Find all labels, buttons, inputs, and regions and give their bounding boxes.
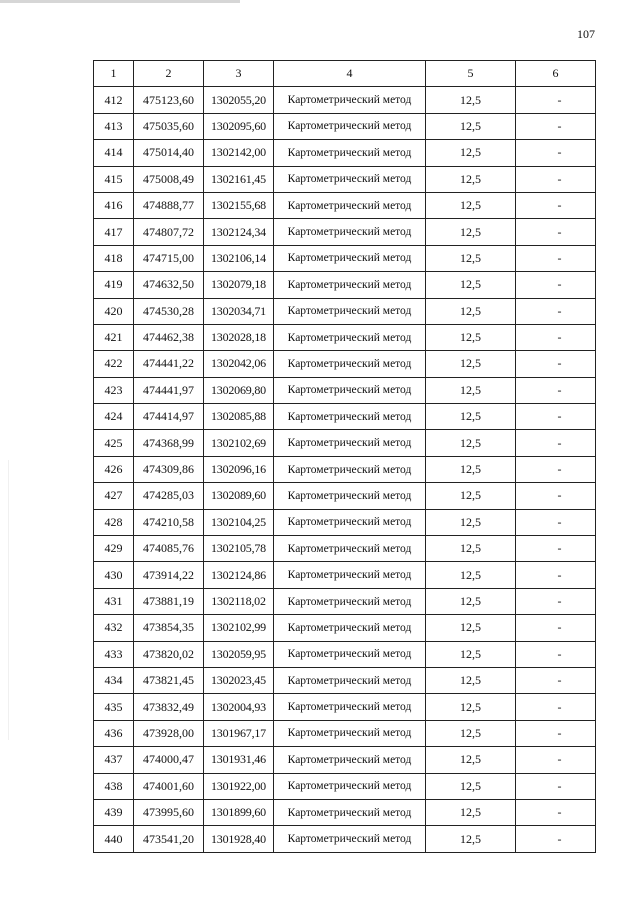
point-number-cell: 433 [94, 641, 134, 667]
x-coordinate-cell: 474441,22 [134, 351, 204, 377]
y-coordinate-cell: 1302118,02 [204, 588, 274, 614]
table-row [94, 588, 596, 614]
note-cell: - [516, 509, 596, 535]
note-cell: - [516, 562, 596, 588]
accuracy-cell: 12,5 [426, 588, 516, 614]
y-coordinate-cell: 1301931,46 [204, 747, 274, 773]
note-cell: - [516, 219, 596, 245]
method-cell: Картометрический метод [274, 87, 426, 113]
table-row [94, 272, 596, 298]
header-row [94, 61, 596, 87]
point-number-cell: 434 [94, 667, 134, 693]
y-coordinate-cell: 1302105,78 [204, 536, 274, 562]
table-row [94, 351, 596, 377]
method-cell: Картометрический метод [274, 140, 426, 166]
point-number-cell: 421 [94, 324, 134, 350]
point-number-cell: 440 [94, 826, 134, 852]
header-col-6: 6 [516, 61, 596, 87]
note-cell: - [516, 456, 596, 482]
x-coordinate-cell: 474309,86 [134, 456, 204, 482]
point-number-cell: 419 [94, 272, 134, 298]
table-row [94, 404, 596, 430]
table-row [94, 667, 596, 693]
accuracy-cell: 12,5 [426, 667, 516, 693]
point-number-cell: 414 [94, 140, 134, 166]
method-cell: Картометрический метод [274, 351, 426, 377]
y-coordinate-cell: 1301899,60 [204, 799, 274, 825]
x-coordinate-cell: 474807,72 [134, 219, 204, 245]
point-number-cell: 422 [94, 351, 134, 377]
note-cell: - [516, 245, 596, 271]
x-coordinate-cell: 474085,76 [134, 536, 204, 562]
table-row [94, 562, 596, 588]
table-row [94, 615, 596, 641]
table-row [94, 641, 596, 667]
accuracy-cell: 12,5 [426, 430, 516, 456]
accuracy-cell: 12,5 [426, 351, 516, 377]
y-coordinate-cell: 1302028,18 [204, 324, 274, 350]
note-cell: - [516, 588, 596, 614]
accuracy-cell: 12,5 [426, 324, 516, 350]
y-coordinate-cell: 1302096,16 [204, 456, 274, 482]
table-row [94, 324, 596, 350]
note-cell: - [516, 166, 596, 192]
note-cell: - [516, 140, 596, 166]
note-cell: - [516, 720, 596, 746]
y-coordinate-cell: 1302095,60 [204, 113, 274, 139]
method-cell: Картометрический метод [274, 272, 426, 298]
note-cell: - [516, 641, 596, 667]
accuracy-cell: 12,5 [426, 773, 516, 799]
accuracy-cell: 12,5 [426, 483, 516, 509]
point-number-cell: 436 [94, 720, 134, 746]
accuracy-cell: 12,5 [426, 747, 516, 773]
y-coordinate-cell: 1302124,86 [204, 562, 274, 588]
y-coordinate-cell: 1302059,95 [204, 641, 274, 667]
x-coordinate-cell: 473541,20 [134, 826, 204, 852]
accuracy-cell: 12,5 [426, 272, 516, 298]
method-cell: Картометрический метод [274, 113, 426, 139]
y-coordinate-cell: 1302155,68 [204, 192, 274, 218]
y-coordinate-cell: 1302085,88 [204, 404, 274, 430]
method-cell: Картометрический метод [274, 641, 426, 667]
method-cell: Картометрический метод [274, 166, 426, 192]
accuracy-cell: 12,5 [426, 536, 516, 562]
method-cell: Картометрический метод [274, 799, 426, 825]
header-col-4: 4 [274, 61, 426, 87]
point-number-cell: 427 [94, 483, 134, 509]
method-cell: Картометрический метод [274, 773, 426, 799]
point-number-cell: 425 [94, 430, 134, 456]
note-cell: - [516, 483, 596, 509]
table-row [94, 773, 596, 799]
method-cell: Картометрический метод [274, 562, 426, 588]
point-number-cell: 429 [94, 536, 134, 562]
table-row [94, 509, 596, 535]
table-row [94, 192, 596, 218]
table-row [94, 799, 596, 825]
accuracy-cell: 12,5 [426, 298, 516, 324]
y-coordinate-cell: 1302055,20 [204, 87, 274, 113]
point-number-cell: 432 [94, 615, 134, 641]
coordinates-table [93, 60, 596, 853]
x-coordinate-cell: 473820,02 [134, 641, 204, 667]
accuracy-cell: 12,5 [426, 720, 516, 746]
header-col-5: 5 [426, 61, 516, 87]
y-coordinate-cell: 1301967,17 [204, 720, 274, 746]
x-coordinate-cell: 474632,50 [134, 272, 204, 298]
point-number-cell: 423 [94, 377, 134, 403]
point-number-cell: 416 [94, 192, 134, 218]
method-cell: Картометрический метод [274, 720, 426, 746]
note-cell: - [516, 404, 596, 430]
accuracy-cell: 12,5 [426, 192, 516, 218]
accuracy-cell: 12,5 [426, 615, 516, 641]
x-coordinate-cell: 475123,60 [134, 87, 204, 113]
point-number-cell: 424 [94, 404, 134, 430]
x-coordinate-cell: 474001,60 [134, 773, 204, 799]
note-cell: - [516, 667, 596, 693]
point-number-cell: 437 [94, 747, 134, 773]
method-cell: Картометрический метод [274, 509, 426, 535]
method-cell: Картометрический метод [274, 483, 426, 509]
accuracy-cell: 12,5 [426, 641, 516, 667]
y-coordinate-cell: 1302142,00 [204, 140, 274, 166]
note-cell: - [516, 773, 596, 799]
accuracy-cell: 12,5 [426, 562, 516, 588]
table-row [94, 377, 596, 403]
header-col-2: 2 [134, 61, 204, 87]
note-cell: - [516, 298, 596, 324]
y-coordinate-cell: 1302079,18 [204, 272, 274, 298]
x-coordinate-cell: 475014,40 [134, 140, 204, 166]
y-coordinate-cell: 1302102,99 [204, 615, 274, 641]
table-row [94, 140, 596, 166]
note-cell: - [516, 536, 596, 562]
point-number-cell: 413 [94, 113, 134, 139]
y-coordinate-cell: 1302104,25 [204, 509, 274, 535]
accuracy-cell: 12,5 [426, 140, 516, 166]
x-coordinate-cell: 474530,28 [134, 298, 204, 324]
header-col-3: 3 [204, 61, 274, 87]
point-number-cell: 435 [94, 694, 134, 720]
note-cell: - [516, 430, 596, 456]
method-cell: Картометрический метод [274, 615, 426, 641]
method-cell: Картометрический метод [274, 298, 426, 324]
x-coordinate-cell: 474285,03 [134, 483, 204, 509]
y-coordinate-cell: 1302042,06 [204, 351, 274, 377]
table-row [94, 456, 596, 482]
point-number-cell: 415 [94, 166, 134, 192]
method-cell: Картометрический метод [274, 694, 426, 720]
table-row [94, 720, 596, 746]
table-row [94, 694, 596, 720]
y-coordinate-cell: 1302124,34 [204, 219, 274, 245]
accuracy-cell: 12,5 [426, 377, 516, 403]
x-coordinate-cell: 474000,47 [134, 747, 204, 773]
y-coordinate-cell: 1301922,00 [204, 773, 274, 799]
accuracy-cell: 12,5 [426, 456, 516, 482]
header-col-1: 1 [94, 61, 134, 87]
x-coordinate-cell: 473854,35 [134, 615, 204, 641]
x-coordinate-cell: 473821,45 [134, 667, 204, 693]
x-coordinate-cell: 474888,77 [134, 192, 204, 218]
note-cell: - [516, 694, 596, 720]
accuracy-cell: 12,5 [426, 799, 516, 825]
method-cell: Картометрический метод [274, 377, 426, 403]
note-cell: - [516, 799, 596, 825]
table-row [94, 483, 596, 509]
x-coordinate-cell: 475008,49 [134, 166, 204, 192]
accuracy-cell: 12,5 [426, 113, 516, 139]
table-row [94, 536, 596, 562]
top-rule [0, 0, 240, 3]
method-cell: Картометрический метод [274, 747, 426, 773]
x-coordinate-cell: 475035,60 [134, 113, 204, 139]
accuracy-cell: 12,5 [426, 166, 516, 192]
point-number-cell: 438 [94, 773, 134, 799]
method-cell: Картометрический метод [274, 245, 426, 271]
note-cell: - [516, 113, 596, 139]
note-cell: - [516, 747, 596, 773]
method-cell: Картометрический метод [274, 192, 426, 218]
x-coordinate-cell: 473995,60 [134, 799, 204, 825]
note-cell: - [516, 324, 596, 350]
accuracy-cell: 12,5 [426, 219, 516, 245]
method-cell: Картометрический метод [274, 404, 426, 430]
table-row [94, 113, 596, 139]
y-coordinate-cell: 1302023,45 [204, 667, 274, 693]
note-cell: - [516, 87, 596, 113]
method-cell: Картометрический метод [274, 667, 426, 693]
point-number-cell: 428 [94, 509, 134, 535]
note-cell: - [516, 351, 596, 377]
accuracy-cell: 12,5 [426, 509, 516, 535]
note-cell: - [516, 826, 596, 852]
method-cell: Картометрический метод [274, 456, 426, 482]
table-body [94, 87, 596, 852]
table-row [94, 87, 596, 113]
point-number-cell: 417 [94, 219, 134, 245]
x-coordinate-cell: 473914,22 [134, 562, 204, 588]
table-row [94, 826, 596, 852]
point-number-cell: 431 [94, 588, 134, 614]
page-number: 107 [577, 27, 595, 41]
method-cell: Картометрический метод [274, 219, 426, 245]
accuracy-cell: 12,5 [426, 826, 516, 852]
point-number-cell: 412 [94, 87, 134, 113]
table-row [94, 166, 596, 192]
x-coordinate-cell: 474441,97 [134, 377, 204, 403]
point-number-cell: 418 [94, 245, 134, 271]
table-row [94, 298, 596, 324]
x-coordinate-cell: 474414,97 [134, 404, 204, 430]
x-coordinate-cell: 473928,00 [134, 720, 204, 746]
x-coordinate-cell: 474368,99 [134, 430, 204, 456]
note-cell: - [516, 615, 596, 641]
note-cell: - [516, 192, 596, 218]
point-number-cell: 426 [94, 456, 134, 482]
y-coordinate-cell: 1302102,69 [204, 430, 274, 456]
accuracy-cell: 12,5 [426, 404, 516, 430]
accuracy-cell: 12,5 [426, 245, 516, 271]
note-cell: - [516, 272, 596, 298]
y-coordinate-cell: 1302004,93 [204, 694, 274, 720]
y-coordinate-cell: 1302161,45 [204, 166, 274, 192]
accuracy-cell: 12,5 [426, 87, 516, 113]
x-coordinate-cell: 473881,19 [134, 588, 204, 614]
method-cell: Картометрический метод [274, 536, 426, 562]
x-coordinate-cell: 474715,00 [134, 245, 204, 271]
point-number-cell: 420 [94, 298, 134, 324]
scan-margin-line [8, 460, 9, 740]
method-cell: Картометрический метод [274, 324, 426, 350]
table-row [94, 747, 596, 773]
x-coordinate-cell: 473832,49 [134, 694, 204, 720]
method-cell: Картометрический метод [274, 826, 426, 852]
accuracy-cell: 12,5 [426, 694, 516, 720]
method-cell: Картометрический метод [274, 588, 426, 614]
y-coordinate-cell: 1302069,80 [204, 377, 274, 403]
table-row [94, 219, 596, 245]
method-cell: Картометрический метод [274, 430, 426, 456]
y-coordinate-cell: 1302106,14 [204, 245, 274, 271]
point-number-cell: 439 [94, 799, 134, 825]
note-cell: - [516, 377, 596, 403]
x-coordinate-cell: 474462,38 [134, 324, 204, 350]
y-coordinate-cell: 1302034,71 [204, 298, 274, 324]
point-number-cell: 430 [94, 562, 134, 588]
x-coordinate-cell: 474210,58 [134, 509, 204, 535]
table-row [94, 430, 596, 456]
table-row [94, 245, 596, 271]
y-coordinate-cell: 1301928,40 [204, 826, 274, 852]
y-coordinate-cell: 1302089,60 [204, 483, 274, 509]
